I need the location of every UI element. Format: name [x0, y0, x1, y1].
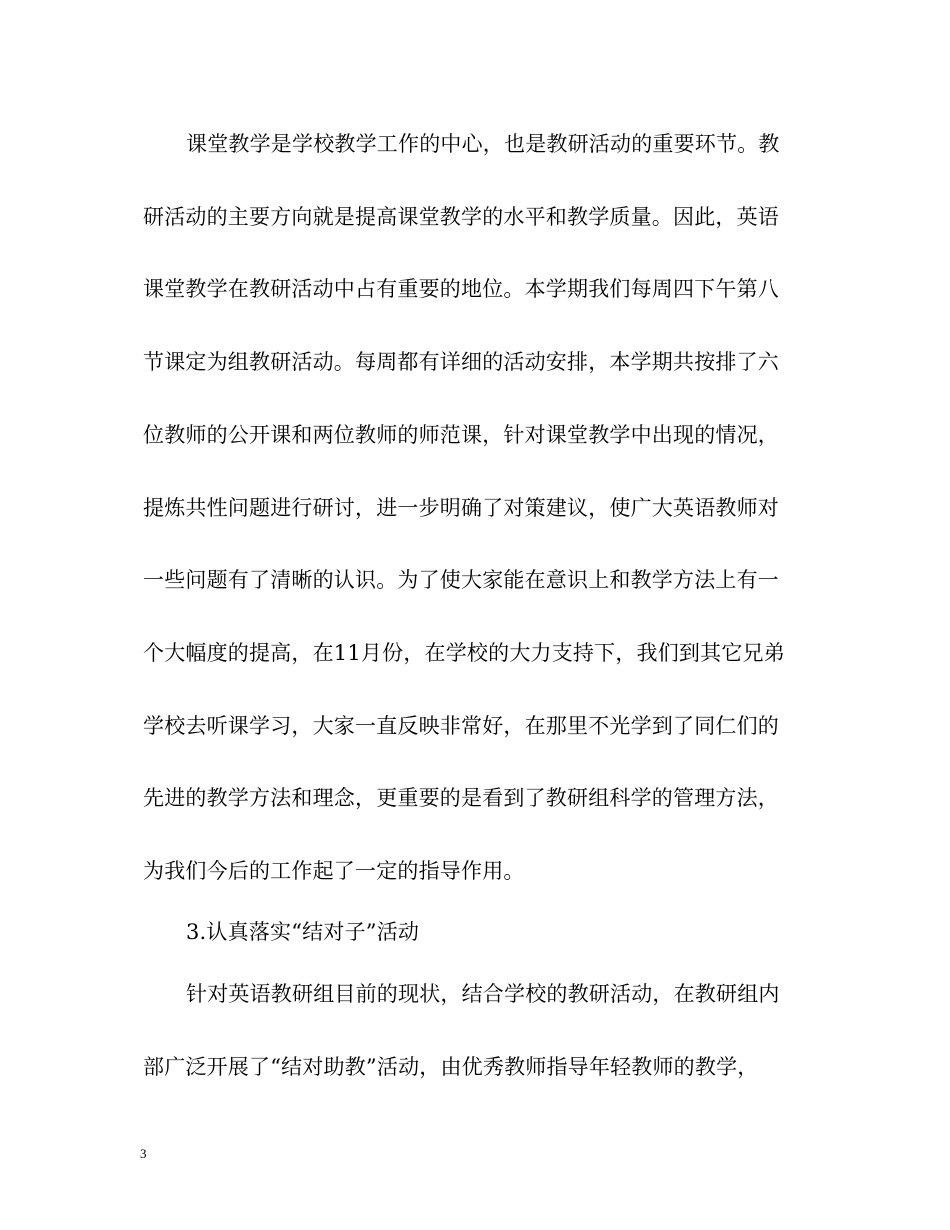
- paragraph-line: 部广泛开展了“结对助教”活动，由优秀教师指导年轻教师的教学，: [143, 1055, 759, 1079]
- paragraph-line: 节课定为组教研活动。每周都有详细的活动安排，本学期共按排了六: [143, 350, 779, 374]
- paragraph-line: 课堂教学在教研活动中占有重要的地位。本学期我们每周四下午第八: [143, 277, 779, 301]
- paragraph-line: 提炼共性问题进行研讨，进一步明确了对策建议，使广大英语教师对: [143, 496, 779, 520]
- paragraph-line: 为我们今后的工作起了一定的指导作用。: [143, 859, 525, 883]
- paragraph-line: 针对英语教研组目前的现状，结合学校的教研活动，在教研组内: [186, 982, 780, 1006]
- paragraph-line: 先进的教学方法和理念，更重要的是看到了教研组科学的管理方法，: [143, 786, 779, 810]
- paragraph-line: 个大幅度的提高，在11月份，在学校的大力支持下，我们到其它兄弟: [143, 641, 785, 665]
- paragraph-line: 研活动的主要方向就是提高课堂教学的水平和教学质量。因此，英语: [143, 205, 779, 229]
- paragraph-line: 一些问题有了清晰的认识。为了使大家能在意识上和教学方法上有一: [143, 568, 779, 592]
- page-number: 3: [140, 1146, 147, 1161]
- paragraph-line: 课堂教学是学校教学工作的中心，也是教研活动的重要环节。教: [186, 132, 780, 156]
- paragraph-line: 学校去听课学习，大家一直反映非常好，在那里不光学到了同仁们的: [143, 714, 779, 738]
- paragraph-line: 位教师的公开课和两位教师的师范课，针对课堂教学中出现的情况，: [143, 423, 779, 447]
- section-heading: 3.认真落实“结对子”活动: [186, 920, 420, 944]
